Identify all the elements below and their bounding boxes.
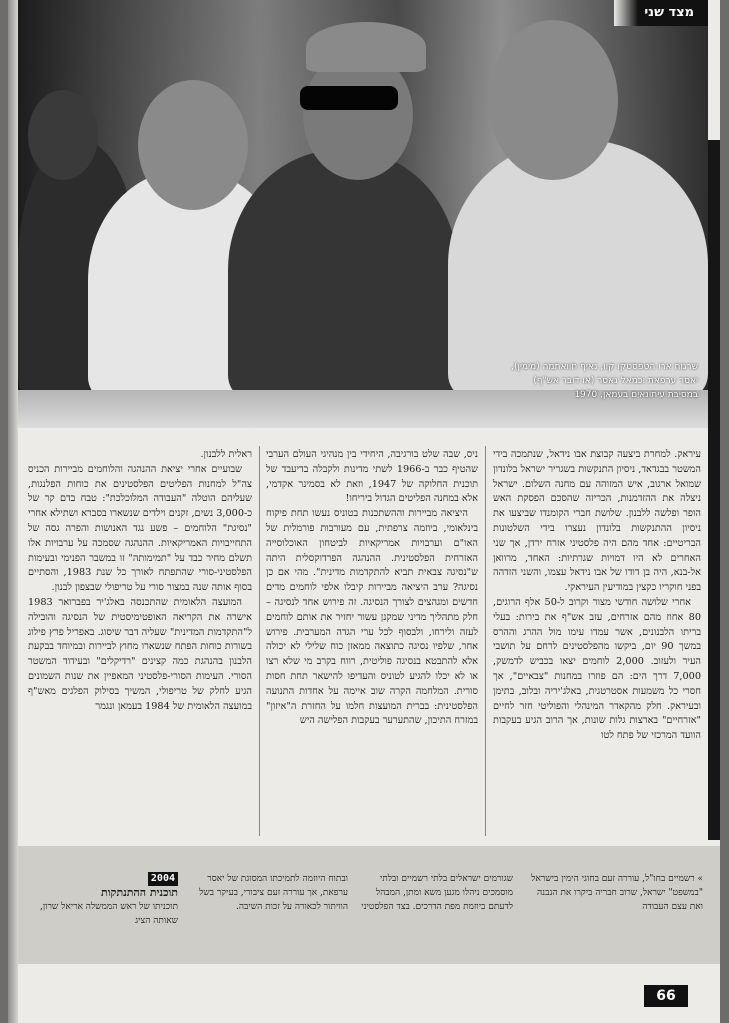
- column-rule: [485, 446, 486, 836]
- photo-caption: [488, 360, 698, 402]
- edge-strip: [708, 140, 720, 840]
- glossary-box: [38, 872, 178, 928]
- section-tag: מצד שני: [614, 0, 708, 26]
- page-gutter: [8, 0, 18, 1023]
- text-column-middle: [266, 448, 478, 729]
- paragraph: אחרי שלושה חודשי מצור וקרוב ל-50 אלף הרוגים, 80 אחוז מהם אזרחים, עזב אש"ף את בירות: בעלי בריתו הלבנונים, אשר עמדו עימו מול ההרג וההרס במשך 90 יום, ביקשו מהפלסטינים לרחם על תושבי העיר ולעזוב. 2,000 לוחמים יצאו בכביש לדמשק, 7,000 דרך הים: הם פוזרו במחנות "צבאיים", אך חסרי כל משמעות אסטרטגית, באלג'יריה ובלוב, בתימן ובעיראק. חלק מהקאדר המינהלי והפוליטי חזר לחיים "אזרחיים" בארצות גלות שונות, אך הרוב הגיע בעקבות הוועד המרכזי של פתח לטו: [493, 596, 702, 742]
- text-column-right: [493, 448, 701, 744]
- paragraph: עיראק. למחרת ביצעה קבוצת אבו נידאל, שנתמכה בידי המשטר בבגדאד, ניסיון התנקשות בשגריר ישראל בלונדון שמואל ארגוב, איש המזוהה עם מחנה השלום. ישראל ניצלה את ההזדמנות, הכריזה שהסכם הפסקת האש הופר ופלשה ללבנון. שלושת חברי הקומנדו שביצעו את ניסיון ההתנקשות בלונדון נעצרו בידי השלטונות הבריטיים: אחד מהם היה פלסטיני אזרח ירדן, אך שני האחרים לא היו דמויות שגרתיות: האחד, מרוואן אל-בנא, היה בן דודו של אבו נידאל עצמו, והשני הזדהה בפני חוקריו כקצין במודיעין העיראקי.: [493, 449, 701, 594]
- page-number: 66: [644, 985, 688, 1007]
- figure-center: [228, 150, 458, 400]
- figure-right-head: [488, 20, 618, 180]
- glossary-text: תוכניתו של ראש הממשלה אריאל שרון, שאותה הציג: [40, 902, 178, 926]
- caption-line: יאסר ערפאת וכמאל נאסר (או דובר אש"ף): [533, 376, 698, 386]
- figure-center-cap: [306, 22, 426, 72]
- press-conference-photo: [18, 0, 708, 428]
- paragraph: המועצה הלאומית שהתכנסה באלג'יר בפברואר 1983 אישרה את הקריאה האופטימיסטית של הנסיגה והובילה ל"התקדמות המדינית" שעליה דבר שיסוג. באפריל פרץ פילוג בשורות כוחות הפתח שנשארו מחוץ לביירות ובמיוחד בבקעת הלבנון בהנהגת כמה קצינים "רדיקלים" ובעידוד המשטר הסורי. העימות הסורי-פלסטיני המאפיין את שנות השמונים הגיע לחלק של טריפולי, המשיך בסילוק הפלגים מאש"ף במועצה הלאומית של 1984 בעמאן ונגמר: [28, 596, 252, 712]
- text-column-left: [28, 448, 252, 714]
- footnote-right: » רשמיים בחו"ל, עוררה זעם בחוגי הימין בישראל "במשפט" ישראל, שרוב חבריה ביקרו את הנבנה ואת עצם העבודה: [531, 874, 703, 912]
- glossary-year: 2004: [148, 872, 178, 886]
- magazine-page: [8, 0, 720, 1023]
- caption-line: במסיבת עיתונאים בעמאן, 1970: [574, 390, 698, 400]
- footnote-mid-left: ובתוח היוזמה לתמיכתו המסוגת של יאסר ערפאת, אך עוררה זעם ציבורי, בעיקר בשל הוויתור לכאורה על זכות השיבה.: [199, 874, 348, 912]
- paragraph: ראלית ללבנון.: [200, 449, 252, 460]
- paragraph: שבועיים אחרי יציאת ההנהגה והלוחמים מביירות הכניס צה"ל למחנות הפליטים הפלסטינים את כוחות הפלנגות, שעליהם הוטלה "העבודה המלוכלכת": טבח בדם קר של כ-3,000 נשים, זקנים וילדים שנשארו בסברא ושתילא אחרי "נסיגת" הלוחמים – פשע נגד האנושות והפרה גסה של התחייבויות האמריקאיות. ההנהגה שסמכה על ערבויות אלו תשלם מחיר כבד על "תמימותה" זו במשבר הפנימי ובעימות הפלסטיני-סורי שהתפתח לאורך כל שנת 1983, והסתיים בסוף אותה שנה במצור סורי על טריפולי שבצפון לבנון.: [28, 463, 252, 594]
- figure-left-head: [138, 80, 248, 210]
- footnote-mid-right: שגורמים ישראלים בלתי רשמיים ובלתי מוסמכים ניהלו מגען משא ומתן, המבהל לדעתם ביוזמת מפת הדרכים. בצד הפלסטיני: [361, 874, 513, 912]
- sunglasses: [300, 86, 398, 110]
- figure-far-left-head: [28, 90, 98, 180]
- paragraph: היציאה מביירות וההשתכנות בטוניס נעשו תחת פיקוח בינלאומי, ביוזמה צרפתית, עם מעורבות פורמלית של האו"ם וערבויות אמריקאיות לביטחון האוכלוסייה האזרחית הפלסטינית. ההנהגה הפרדוקסלית היתה ש"נסיגה צבאית תביא להתקדמות מדינית". מהי אם כן נסיגה? ערב היציאה מביירות קיבלו אלפי לוחמים מדים חדשים ומגהצים לצורך הנסיגה. זה פירוש אחד לנסיגה – חלק מתהליך מדיני שמקנן עשור יחזיר את אותם לוחמים לעזה ולירחו, ולבסוף לכל ערי הגדה המערבית. פירוש אחר, שלפיו נסיגה כתוצאה ממאזן כוח שלילי לא יכולה אלא להתבטא בנסיגה פוליטית, רווח בקרב מי שלא רצו או לא יכלו להגיע לטוניס והעדיפו להישאר תחת חסות סורית. המלחמה הקרה שוב איימה על אחדות התנועה הפלסטינית: בברית המועצות חלמו על החזרת ה"איזון" במזרח התיכון, שהתערער בעקבות הפלישה היש: [266, 508, 478, 727]
- column-rule: [259, 446, 260, 836]
- glossary-title: תוכנית ההתנתקות: [101, 886, 178, 899]
- paragraph: ניס, שבה שלט בורגיבה, היחידי בין מנהיגי העולם הערבי שהטיף כבר ב-1966 לשתי מדינות ולקבלה בדיעבד של תוכנית החלוקה של 1947, וזאת לא בסמינר אקדמי, אלא במחנה הפליטים הגדול ביריחו!: [266, 449, 478, 505]
- caption-line: שרגוח ארו הטפסטקו קוו, נאיף חוואתמה (מימין),: [511, 362, 698, 372]
